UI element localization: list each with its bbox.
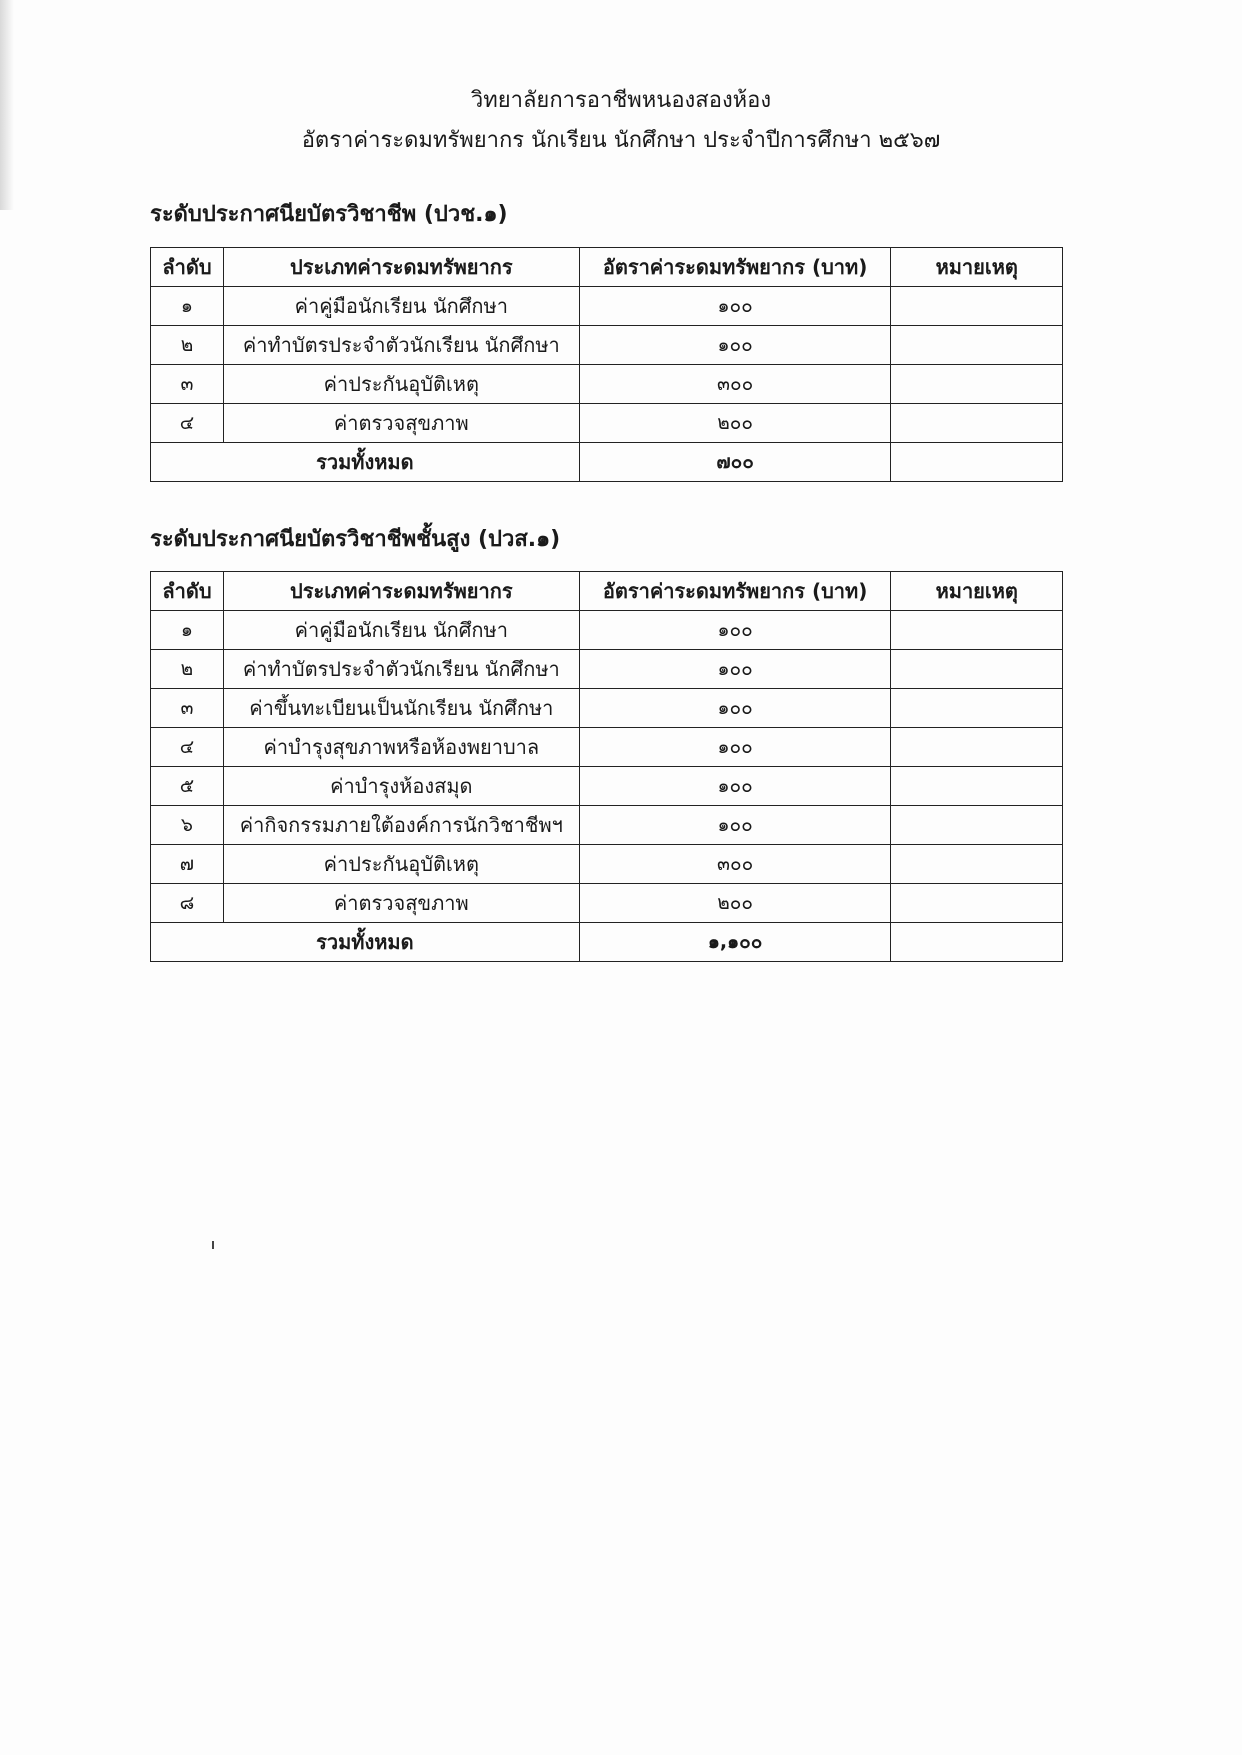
row-rate: ๒๐๐: [579, 404, 891, 443]
row-note: [891, 611, 1063, 650]
row-number: ๑: [151, 611, 224, 650]
fee-table-pvc: [150, 247, 1063, 482]
row-item: ค่าขึ้นทะเบียนเป็นนักเรียน นักศึกษา: [223, 689, 579, 728]
total-row: [151, 443, 1063, 482]
table-row: [151, 845, 1063, 884]
row-note: [891, 650, 1063, 689]
column-header-type: ประเภทค่าระดมทรัพยากร: [223, 572, 579, 611]
row-rate: ๒๐๐: [579, 884, 891, 923]
document-subtitle: อัตราค่าระดมทรัพยากร นักเรียน นักศึกษา ประจำปีการศึกษา ๒๕๖๗: [301, 128, 941, 153]
row-note: [891, 884, 1063, 923]
total-note: [891, 443, 1063, 482]
row-number: ๒: [151, 326, 224, 365]
row-note: [891, 326, 1063, 365]
table-row: [151, 404, 1063, 443]
row-note: [891, 845, 1063, 884]
row-item: ค่าบำรุงสุขภาพหรือห้องพยาบาล: [223, 728, 579, 767]
row-note: [891, 365, 1063, 404]
scan-speck: [212, 1241, 214, 1249]
total-label: รวมทั้งหมด: [151, 443, 580, 482]
table-row: [151, 611, 1063, 650]
column-header-note: หมายเหตุ: [891, 248, 1063, 287]
row-rate: ๓๐๐: [579, 845, 891, 884]
row-number: ๖: [151, 806, 224, 845]
table-header-row: [151, 248, 1063, 287]
row-number: ๒: [151, 650, 224, 689]
row-rate: ๑๐๐: [579, 728, 891, 767]
table-row: [151, 650, 1063, 689]
row-note: [891, 806, 1063, 845]
row-note: [891, 728, 1063, 767]
row-number: ๑: [151, 287, 224, 326]
table-row: [151, 767, 1063, 806]
total-row: [151, 923, 1063, 962]
row-rate: ๑๐๐: [579, 611, 891, 650]
total-value: ๗๐๐: [579, 443, 891, 482]
row-number: ๓: [151, 689, 224, 728]
row-item: ค่าตรวจสุขภาพ: [223, 404, 579, 443]
row-rate: ๑๐๐: [579, 689, 891, 728]
row-item: ค่าประกันอุบัติเหตุ: [223, 365, 579, 404]
row-item: ค่าคู่มือนักเรียน นักศึกษา: [223, 611, 579, 650]
total-note: [891, 923, 1063, 962]
row-item: ค่าบำรุงห้องสมุด: [223, 767, 579, 806]
table-row: [151, 689, 1063, 728]
row-number: ๔: [151, 728, 224, 767]
table-row: [151, 728, 1063, 767]
table-row: [151, 287, 1063, 326]
table-row: [151, 884, 1063, 923]
row-rate: ๓๐๐: [579, 365, 891, 404]
fee-table-pvs: [150, 571, 1063, 962]
row-item: ค่าตรวจสุขภาพ: [223, 884, 579, 923]
row-item: ค่าประกันอุบัติเหตุ: [223, 845, 579, 884]
row-number: ๔: [151, 404, 224, 443]
row-note: [891, 287, 1063, 326]
table-header-row: [151, 572, 1063, 611]
row-item: ค่าทำบัตรประจำตัวนักเรียน นักศึกษา: [223, 326, 579, 365]
row-item: ค่ากิจกรรมภายใต้องค์การนักวิชาชีพฯ: [223, 806, 579, 845]
total-label: รวมทั้งหมด: [151, 923, 580, 962]
institution-title: วิทยาลัยการอาชีพหนองสองห้อง: [470, 88, 772, 113]
column-header-rate: อัตราค่าระดมทรัพยากร (บาท): [579, 248, 891, 287]
column-header-note: หมายเหตุ: [891, 572, 1063, 611]
row-item: ค่าทำบัตรประจำตัวนักเรียน นักศึกษา: [223, 650, 579, 689]
row-rate: ๑๐๐: [579, 287, 891, 326]
column-header-type: ประเภทค่าระดมทรัพยากร: [223, 248, 579, 287]
row-item: ค่าคู่มือนักเรียน นักศึกษา: [223, 287, 579, 326]
row-rate: ๑๐๐: [579, 767, 891, 806]
row-rate: ๑๐๐: [579, 806, 891, 845]
column-header-no: ลำดับ: [151, 572, 224, 611]
table-row: [151, 806, 1063, 845]
column-header-rate: อัตราค่าระดมทรัพยากร (บาท): [579, 572, 891, 611]
row-rate: ๑๐๐: [579, 326, 891, 365]
row-rate: ๑๐๐: [579, 650, 891, 689]
row-note: [891, 404, 1063, 443]
table-row: [151, 365, 1063, 404]
row-number: ๗: [151, 845, 224, 884]
row-note: [891, 767, 1063, 806]
section-heading-pvs: ระดับประกาศนียบัตรวิชาชีพชั้นสูง (ปวส.๑): [150, 527, 561, 552]
total-value: ๑,๑๐๐: [579, 923, 891, 962]
section-heading-pvc: ระดับประกาศนียบัตรวิชาชีพ (ปวช.๑): [150, 202, 508, 227]
row-note: [891, 689, 1063, 728]
table-row: [151, 326, 1063, 365]
row-number: ๘: [151, 884, 224, 923]
row-number: ๕: [151, 767, 224, 806]
column-header-no: ลำดับ: [151, 248, 224, 287]
row-number: ๓: [151, 365, 224, 404]
